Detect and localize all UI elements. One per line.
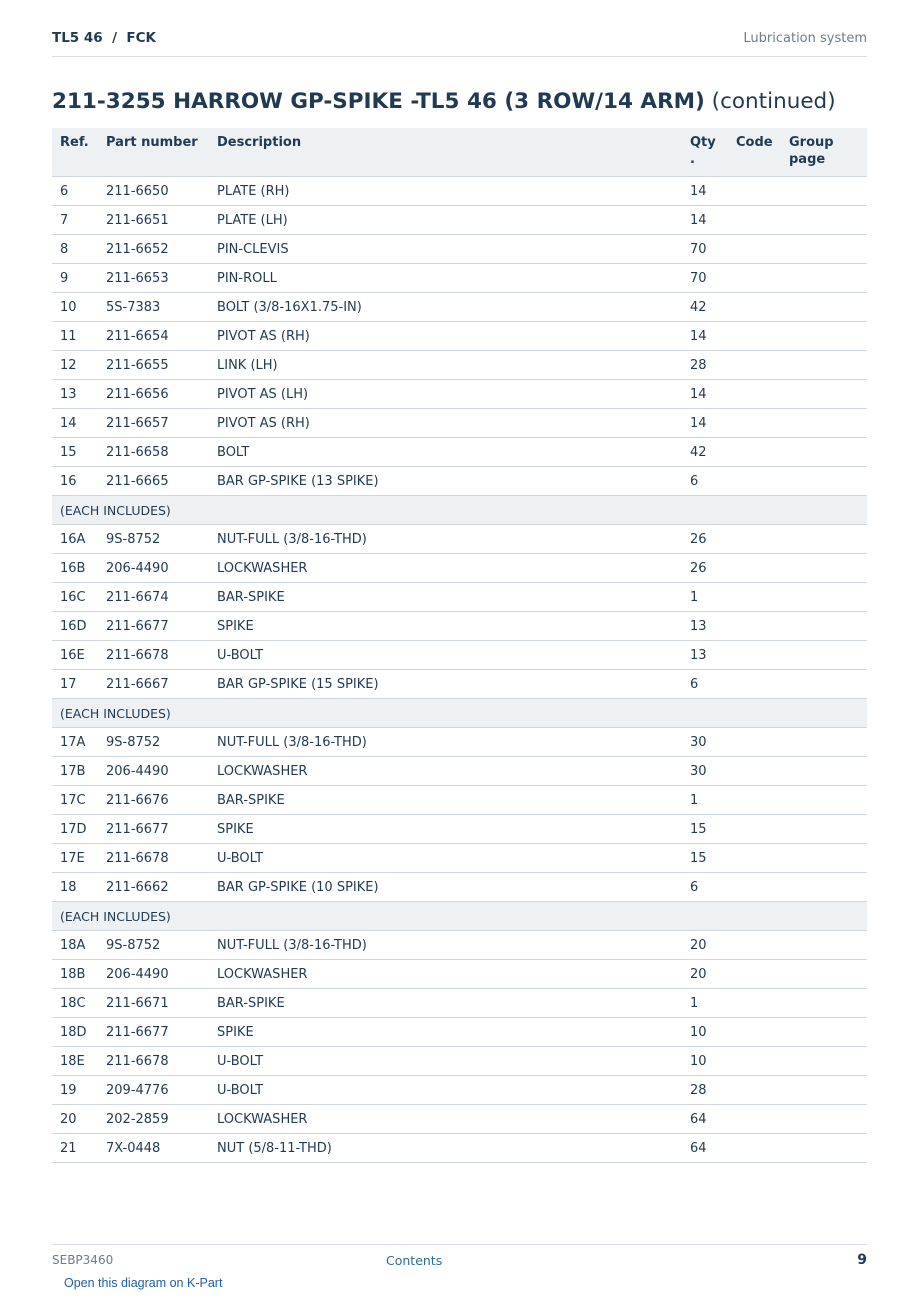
- table-row: [52, 438, 867, 467]
- cell-qty: 1: [682, 786, 728, 815]
- cell-code: [728, 438, 781, 467]
- cell-ref: 18C: [52, 989, 98, 1018]
- cell-qty: 10: [682, 1018, 728, 1047]
- col-header-qty: Qty .: [682, 128, 728, 177]
- cell-description: PLATE (LH): [209, 206, 682, 235]
- cell-group-page: [781, 931, 867, 960]
- cell-description: NUT-FULL (3/8-16-THD): [209, 728, 682, 757]
- table-note-row: [52, 496, 867, 525]
- cell-part-number: 211-6653: [98, 264, 209, 293]
- cell-description: PIVOT AS (RH): [209, 409, 682, 438]
- cell-ref: 21: [52, 1134, 98, 1163]
- cell-part-number: 211-6674: [98, 583, 209, 612]
- cell-group-page: [781, 525, 867, 554]
- cell-group-page: [781, 264, 867, 293]
- cell-description: BAR-SPIKE: [209, 989, 682, 1018]
- cell-ref: 11: [52, 322, 98, 351]
- cell-code: [728, 235, 781, 264]
- cell-part-number: 5S-7383: [98, 293, 209, 322]
- cell-group-page: [781, 815, 867, 844]
- cell-description: BOLT (3/8-16X1.75-IN): [209, 293, 682, 322]
- cell-qty: 15: [682, 815, 728, 844]
- cell-group-page: [781, 554, 867, 583]
- cell-qty: 70: [682, 235, 728, 264]
- cell-ref: 13: [52, 380, 98, 409]
- footer-doc-id: SEBP3460: [52, 1253, 114, 1267]
- table-row: [52, 380, 867, 409]
- cell-description: NUT (5/8-11-THD): [209, 1134, 682, 1163]
- table-row: [52, 1134, 867, 1163]
- cell-group-page: [781, 583, 867, 612]
- cell-part-number: 7X-0448: [98, 1134, 209, 1163]
- cell-qty: 1: [682, 583, 728, 612]
- cell-ref: 15: [52, 438, 98, 467]
- table-row: [52, 322, 867, 351]
- cell-code: [728, 583, 781, 612]
- cell-code: [728, 409, 781, 438]
- table-row: [52, 960, 867, 989]
- cell-code: [728, 757, 781, 786]
- cell-code: [728, 989, 781, 1018]
- cell-code: [728, 1018, 781, 1047]
- table-row: [52, 786, 867, 815]
- cell-qty: 30: [682, 757, 728, 786]
- col-header-ref: Ref.: [52, 128, 98, 177]
- cell-qty: 42: [682, 293, 728, 322]
- cell-part-number: 211-6678: [98, 641, 209, 670]
- table-note-row: [52, 699, 867, 728]
- cell-ref: 16D: [52, 612, 98, 641]
- cell-qty: 28: [682, 351, 728, 380]
- cell-group-page: [781, 380, 867, 409]
- cell-qty: 64: [682, 1134, 728, 1163]
- cell-code: [728, 525, 781, 554]
- table-row: [52, 583, 867, 612]
- cell-qty: 13: [682, 612, 728, 641]
- contents-link[interactable]: Contents: [386, 1253, 443, 1268]
- cell-part-number: 211-6677: [98, 612, 209, 641]
- table-header-row: [52, 128, 867, 177]
- cell-ref: 16A: [52, 525, 98, 554]
- table-row: [52, 931, 867, 960]
- cell-part-number: 211-6656: [98, 380, 209, 409]
- cell-part-number: 211-6654: [98, 322, 209, 351]
- header-section: Lubrication system: [743, 31, 867, 46]
- cell-description: U-BOLT: [209, 1047, 682, 1076]
- cell-code: [728, 351, 781, 380]
- cell-part-number: 211-6677: [98, 1018, 209, 1047]
- cell-group-page: [781, 786, 867, 815]
- cell-ref: 16: [52, 467, 98, 496]
- table-row: [52, 351, 867, 380]
- cell-part-number: 209-4776: [98, 1076, 209, 1105]
- cell-code: [728, 264, 781, 293]
- cell-qty: 26: [682, 525, 728, 554]
- cell-code: [728, 206, 781, 235]
- cell-group-page: [781, 641, 867, 670]
- cell-part-number: 206-4490: [98, 554, 209, 583]
- cell-ref: 16E: [52, 641, 98, 670]
- table-row: [52, 235, 867, 264]
- cell-qty: 28: [682, 1076, 728, 1105]
- cell-code: [728, 670, 781, 699]
- cell-description: PIVOT AS (LH): [209, 380, 682, 409]
- cell-group-page: [781, 844, 867, 873]
- table-row: [52, 409, 867, 438]
- cell-description: BAR-SPIKE: [209, 583, 682, 612]
- cell-part-number: 202-2859: [98, 1105, 209, 1134]
- cell-ref: 17E: [52, 844, 98, 873]
- cell-code: [728, 612, 781, 641]
- cell-description: BAR GP-SPIKE (15 SPIKE): [209, 670, 682, 699]
- cell-ref: 18D: [52, 1018, 98, 1047]
- cell-qty: 42: [682, 438, 728, 467]
- cell-part-number: 9S-8752: [98, 728, 209, 757]
- cell-code: [728, 873, 781, 902]
- cell-code: [728, 322, 781, 351]
- col-header-description: Description: [209, 128, 682, 177]
- cell-description: BAR-SPIKE: [209, 786, 682, 815]
- cell-part-number: 211-6671: [98, 989, 209, 1018]
- cell-part-number: 211-6662: [98, 873, 209, 902]
- cell-description: LOCKWASHER: [209, 757, 682, 786]
- cell-part-number: 9S-8752: [98, 525, 209, 554]
- cell-description: SPIKE: [209, 612, 682, 641]
- table-row: [52, 554, 867, 583]
- table-row: [52, 177, 867, 206]
- cell-group-page: [781, 873, 867, 902]
- cell-group-page: [781, 728, 867, 757]
- cell-description: PLATE (RH): [209, 177, 682, 206]
- cell-description: NUT-FULL (3/8-16-THD): [209, 525, 682, 554]
- cell-part-number: 206-4490: [98, 757, 209, 786]
- cell-qty: 64: [682, 1105, 728, 1134]
- table-row: [52, 1018, 867, 1047]
- cell-code: [728, 177, 781, 206]
- cell-group-page: [781, 438, 867, 467]
- kpart-diagram-link[interactable]: Open this diagram on K-Part: [64, 1276, 223, 1290]
- cell-part-number: 211-6667: [98, 670, 209, 699]
- table-row: [52, 815, 867, 844]
- cell-group-page: [781, 467, 867, 496]
- cell-group-page: [781, 960, 867, 989]
- cell-ref: 17A: [52, 728, 98, 757]
- cell-ref: 6: [52, 177, 98, 206]
- cell-group-page: [781, 757, 867, 786]
- cell-description: LOCKWASHER: [209, 960, 682, 989]
- cell-qty: 26: [682, 554, 728, 583]
- cell-group-page: [781, 1047, 867, 1076]
- table-row: [52, 873, 867, 902]
- cell-part-number: 206-4490: [98, 960, 209, 989]
- cell-part-number: 9S-8752: [98, 931, 209, 960]
- cell-code: [728, 844, 781, 873]
- cell-ref: 16C: [52, 583, 98, 612]
- cell-ref: 9: [52, 264, 98, 293]
- table-row: [52, 525, 867, 554]
- cell-ref: 17C: [52, 786, 98, 815]
- cell-ref: 18B: [52, 960, 98, 989]
- cell-ref: 17B: [52, 757, 98, 786]
- table-row: [52, 670, 867, 699]
- cell-description: BOLT: [209, 438, 682, 467]
- cell-group-page: [781, 293, 867, 322]
- cell-part-number: 211-6650: [98, 177, 209, 206]
- cell-ref: 20: [52, 1105, 98, 1134]
- cell-qty: 20: [682, 960, 728, 989]
- cell-group-page: [781, 409, 867, 438]
- cell-description: SPIKE: [209, 815, 682, 844]
- table-row: [52, 1047, 867, 1076]
- cell-description: PIVOT AS (RH): [209, 322, 682, 351]
- cell-code: [728, 641, 781, 670]
- header-model: TL5 46 / FCK: [52, 30, 157, 46]
- cell-part-number: 211-6652: [98, 235, 209, 264]
- cell-ref: 18E: [52, 1047, 98, 1076]
- cell-part-number: 211-6676: [98, 786, 209, 815]
- cell-qty: 6: [682, 873, 728, 902]
- cell-group-page: [781, 1076, 867, 1105]
- page-header: [52, 28, 867, 57]
- col-header-code: Code: [728, 128, 781, 177]
- cell-part-number: 211-6678: [98, 844, 209, 873]
- cell-qty: 6: [682, 467, 728, 496]
- cell-qty: 14: [682, 322, 728, 351]
- cell-part-number: 211-6677: [98, 815, 209, 844]
- table-row: [52, 1076, 867, 1105]
- cell-description: PIN-ROLL: [209, 264, 682, 293]
- cell-code: [728, 1047, 781, 1076]
- cell-description: LINK (LH): [209, 351, 682, 380]
- table-row: [52, 989, 867, 1018]
- cell-description: BAR GP-SPIKE (10 SPIKE): [209, 873, 682, 902]
- cell-qty: 14: [682, 380, 728, 409]
- table-note-row: [52, 902, 867, 931]
- cell-code: [728, 815, 781, 844]
- cell-ref: 18: [52, 873, 98, 902]
- cell-ref: 12: [52, 351, 98, 380]
- cell-qty: 30: [682, 728, 728, 757]
- cell-code: [728, 960, 781, 989]
- page-title: [52, 89, 836, 114]
- cell-code: [728, 467, 781, 496]
- cell-group-page: [781, 1105, 867, 1134]
- cell-description: U-BOLT: [209, 1076, 682, 1105]
- cell-qty: 15: [682, 844, 728, 873]
- note-text: (EACH INCLUDES): [52, 902, 867, 931]
- page-footer: [52, 1244, 867, 1275]
- cell-code: [728, 931, 781, 960]
- cell-code: [728, 1105, 781, 1134]
- table-row: [52, 757, 867, 786]
- table-row: [52, 612, 867, 641]
- col-header-part-number: Part number: [98, 128, 209, 177]
- table-row: [52, 264, 867, 293]
- table-row: [52, 1105, 867, 1134]
- table-row: [52, 844, 867, 873]
- title-main: 211-3255 HARROW GP-SPIKE -TL5 46 (3 ROW/14 ARM): [52, 89, 705, 114]
- cell-part-number: 211-6655: [98, 351, 209, 380]
- table-row: [52, 467, 867, 496]
- note-text: (EACH INCLUDES): [52, 699, 867, 728]
- cell-qty: 6: [682, 670, 728, 699]
- cell-ref: 17D: [52, 815, 98, 844]
- cell-qty: 10: [682, 1047, 728, 1076]
- cell-group-page: [781, 235, 867, 264]
- cell-ref: 17: [52, 670, 98, 699]
- cell-description: LOCKWASHER: [209, 554, 682, 583]
- cell-group-page: [781, 177, 867, 206]
- cell-ref: 8: [52, 235, 98, 264]
- cell-part-number: 211-6651: [98, 206, 209, 235]
- cell-ref: 19: [52, 1076, 98, 1105]
- cell-code: [728, 1076, 781, 1105]
- cell-qty: 1: [682, 989, 728, 1018]
- cell-description: PIN-CLEVIS: [209, 235, 682, 264]
- cell-group-page: [781, 612, 867, 641]
- cell-part-number: 211-6678: [98, 1047, 209, 1076]
- cell-qty: 13: [682, 641, 728, 670]
- cell-description: BAR GP-SPIKE (13 SPIKE): [209, 467, 682, 496]
- cell-code: [728, 293, 781, 322]
- cell-description: NUT-FULL (3/8-16-THD): [209, 931, 682, 960]
- cell-ref: 10: [52, 293, 98, 322]
- cell-description: LOCKWASHER: [209, 1105, 682, 1134]
- cell-part-number: 211-6665: [98, 467, 209, 496]
- cell-description: U-BOLT: [209, 844, 682, 873]
- cell-ref: 7: [52, 206, 98, 235]
- cell-description: U-BOLT: [209, 641, 682, 670]
- cell-qty: 70: [682, 264, 728, 293]
- cell-part-number: 211-6658: [98, 438, 209, 467]
- table-row: [52, 293, 867, 322]
- cell-description: SPIKE: [209, 1018, 682, 1047]
- cell-group-page: [781, 206, 867, 235]
- table-row: [52, 728, 867, 757]
- note-text: (EACH INCLUDES): [52, 496, 867, 525]
- cell-code: [728, 786, 781, 815]
- cell-part-number: 211-6657: [98, 409, 209, 438]
- cell-group-page: [781, 670, 867, 699]
- cell-group-page: [781, 351, 867, 380]
- page-number: 9: [857, 1252, 867, 1268]
- cell-qty: 14: [682, 206, 728, 235]
- cell-qty: 20: [682, 931, 728, 960]
- title-suffix: (continued): [704, 89, 836, 114]
- cell-code: [728, 1134, 781, 1163]
- table-row: [52, 206, 867, 235]
- cell-code: [728, 728, 781, 757]
- cell-ref: 16B: [52, 554, 98, 583]
- col-header-group-page: Group page: [781, 128, 867, 177]
- cell-group-page: [781, 1134, 867, 1163]
- cell-group-page: [781, 989, 867, 1018]
- parts-table: [52, 128, 867, 1163]
- table-row: [52, 641, 867, 670]
- cell-ref: 18A: [52, 931, 98, 960]
- cell-qty: 14: [682, 177, 728, 206]
- cell-code: [728, 380, 781, 409]
- cell-code: [728, 554, 781, 583]
- cell-qty: 14: [682, 409, 728, 438]
- cell-group-page: [781, 322, 867, 351]
- cell-group-page: [781, 1018, 867, 1047]
- cell-ref: 14: [52, 409, 98, 438]
